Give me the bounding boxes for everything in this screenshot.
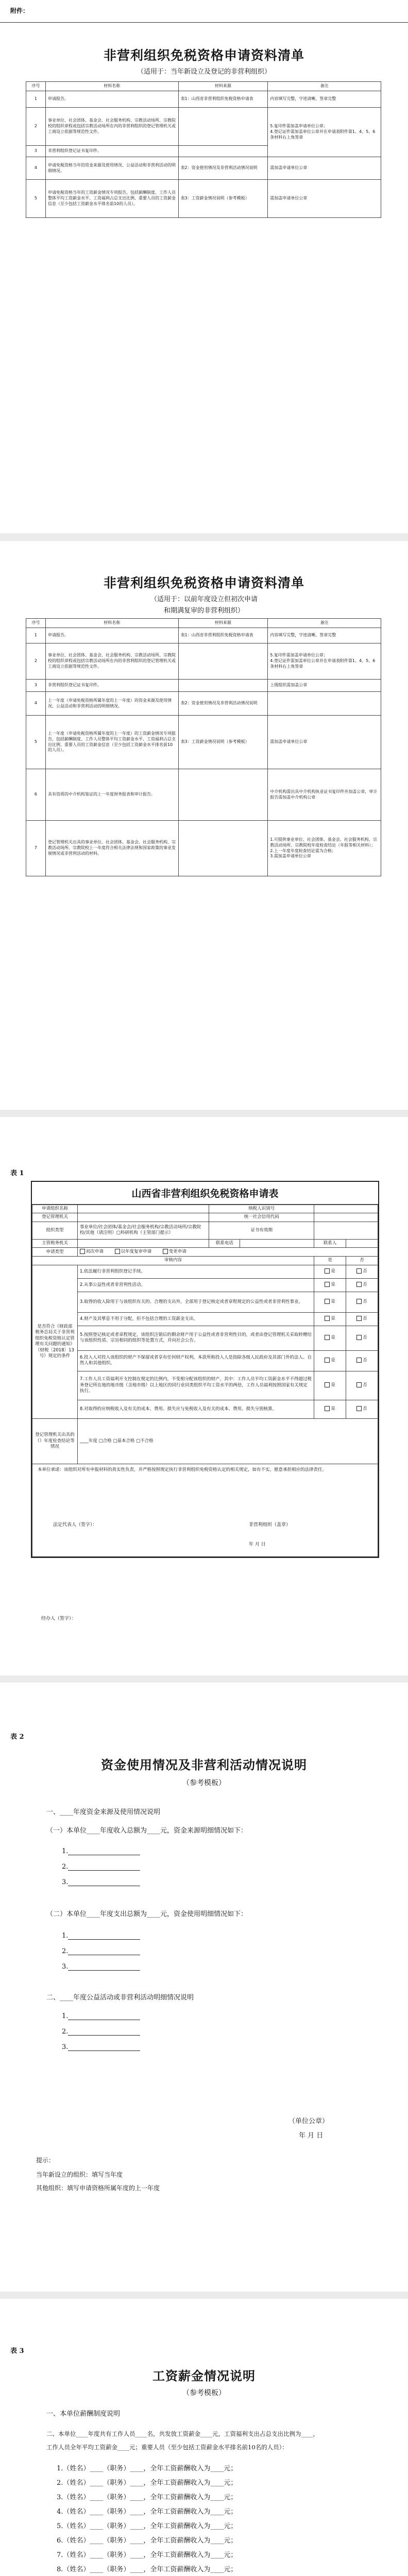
row-no: 1 — [26, 628, 46, 643]
criteria-label: 是否符合《财政部 税务总局关于非营利组织免税资格认定管理有关问题的通知》（财税〔2018〕13号）规定的条件 — [32, 1265, 78, 1418]
row-source — [178, 108, 268, 146]
person-line: 4.（姓名）____（职务）____，全年工资薪酬收入为____元； — [57, 2508, 237, 2516]
row-name: 上一年度（申请免税资格所属年度的上一年度）的资金来源及使用情况、公益活动和非营利活动的明细情况。 — [45, 692, 178, 716]
page-3 — [0, 1117, 408, 1675]
phone-label: 联系电话 — [209, 1239, 240, 1247]
yes-cell[interactable] — [314, 1350, 346, 1371]
row-name: 事业单位、社会团体、基金会、社会服务机构、宗教活动场所、宗教院校的组织章程或包括宗教活动场所在内的非营利组织的登记管理机关或工商设立依据等规范性文件。 — [45, 108, 178, 146]
row-note: 1.可提供事业单位、社会团体、基金会、社会服务机构、宗教活动场所、宗教院校年度检查结论（年报等相关材料）； 2.上一年度年度检查结论需为合格； 3.需加盖申请单位公章 — [268, 821, 381, 876]
table-label: 表 3 — [10, 2347, 24, 2355]
list-item — [62, 1963, 140, 1971]
yes-cell[interactable] — [314, 1312, 346, 1326]
table-row — [26, 628, 381, 643]
row-note: 需加盖申请单位公章 — [268, 180, 381, 218]
blank-line[interactable] — [68, 1932, 140, 1940]
declaration-cell — [32, 1464, 378, 1556]
row-source — [178, 643, 268, 680]
row-source — [178, 680, 268, 692]
yes-cell[interactable] — [314, 1326, 346, 1350]
row-name: 非营利组织登记证书复印件。 — [45, 680, 178, 692]
page-title: 非营利组织免税资格申请资料清单 — [103, 575, 304, 590]
section-2-line1: 二、本单位____年度共有工作人员____名，共发放工资薪金____元，工资福利支出占总支出比例为____， — [46, 2430, 319, 2437]
attachment-label: 附件： — [10, 7, 29, 14]
row-source — [178, 821, 268, 876]
page-4 — [0, 1683, 408, 2292]
checkbox[interactable] — [80, 1249, 85, 1254]
checkbox[interactable] — [356, 1316, 362, 1321]
reg-no-input[interactable] — [314, 1213, 378, 1222]
row-source: 表2：资金使用情况及非营利活动情况说明 — [178, 157, 268, 180]
criterion: 5.按照登记核定或者章程规定，该组织注销后的剩余财产用于公益性或者非营利性目的，或者由登记管理机关采取转赠给与该组织性质、宗旨相同的组织等处置方式，并向社会公告。 — [77, 1326, 314, 1350]
yes-option: 是 — [331, 1382, 335, 1388]
table-row — [26, 716, 381, 769]
no-cell[interactable] — [346, 1265, 378, 1278]
blank-line[interactable] — [68, 2012, 140, 2020]
checkbox[interactable] — [356, 1282, 362, 1287]
yes-cell[interactable] — [314, 1371, 346, 1400]
checkbox[interactable] — [163, 1249, 168, 1254]
person-line: 3.（姓名）____（职务）____，全年工资薪酬收入为____元； — [57, 2494, 237, 2501]
page-title: 非营利组织免税资格申请资料清单 — [103, 48, 304, 63]
criterion: 3.取得的收入除用于与该组织有关的、合理的支出外，全部用于登记核定或者章程规定的公益性或者非营利性事业。 — [77, 1292, 314, 1312]
row-no: 3 — [26, 146, 46, 157]
row-source: 表2：资金使用情况及非营利活动情况说明 — [178, 692, 268, 716]
seal-date: 年 月 日 — [299, 2132, 324, 2140]
no-option: 否 — [363, 1406, 367, 1412]
checkbox[interactable] — [115, 1249, 120, 1254]
no-cell[interactable] — [346, 1312, 378, 1326]
person-line: 7.（姓名）____（职务）____，全年工资薪酬收入为____元； — [57, 2551, 237, 2559]
yes-option: 是 — [331, 1316, 335, 1321]
header-note: 备注 — [268, 619, 381, 628]
taxpayer-id-input[interactable] — [314, 1205, 378, 1213]
row-name: 非营利组织登记证书复印件。 — [45, 146, 178, 157]
list-item — [62, 1932, 140, 1940]
row-no: 2 — [26, 643, 46, 680]
row-no: 5 — [26, 716, 46, 769]
income-line: （一）本单位____年度收入总额为____元，资金来源明细情况如下： — [46, 1827, 248, 1835]
yes-option: 是 — [331, 1358, 335, 1363]
checkbox[interactable] — [356, 1335, 362, 1340]
row-no: 6 — [26, 769, 46, 821]
no-cell[interactable] — [346, 1278, 378, 1292]
row-no: 7 — [26, 821, 46, 876]
section-1: 一、____年度资金来源及使用情况说明 — [46, 1808, 161, 1816]
annual-value: ____年度 □合格 □基本合格 □不合格 — [77, 1418, 378, 1464]
phone-input[interactable] — [240, 1239, 314, 1247]
list-number: 2. — [62, 2028, 69, 2036]
row-source: 表1：山西省非营利组织免税资格申请表 — [178, 91, 268, 108]
checkbox[interactable] — [325, 1382, 330, 1387]
blank-line[interactable] — [68, 1848, 140, 1855]
person-line: 8.（姓名）____（职务）____，全年工资薪酬收入为____元； — [57, 2566, 237, 2573]
list-number: 2. — [62, 1947, 69, 1955]
taxpayer-id-label: 纳税人识别号 — [209, 1205, 314, 1213]
row-name: 申请免税资格当年的工资薪金情况专项报告，包括薪酬制度、工作人员整体平均工资薪金水平、工资福利占总支出比例、重要人员的工资薪金信息（至少包括工资薪金水平排名前10的人员）。 — [45, 180, 178, 218]
reg-category-input[interactable] — [77, 1213, 209, 1222]
criterion: 2.从事公益性或者非营利性活动。 — [77, 1278, 314, 1292]
blank-line[interactable] — [68, 2043, 140, 2051]
row-no: 4 — [26, 692, 46, 716]
declaration-text: 本单位承诺：该组织对所有申报材料的真实性负责，并严格按照规定执行非营利组织免税资格认定的相关规定，如有不实，愿意承担相应的法律责任。 — [38, 1467, 327, 1472]
row-note: 5.复印件需加盖申请单位公章； 4.登记证件需加盖单位公章并在申请表附件第1、4、5、6条材料右上角签章 — [268, 643, 381, 680]
cert-label: 证书有效期 — [209, 1222, 314, 1239]
yes-option: 是 — [331, 1299, 335, 1304]
row-no: 2 — [26, 108, 46, 146]
page-5 — [0, 2299, 408, 2576]
legal-rep-label: 法定代表人（签字）： — [53, 1522, 97, 1528]
table-label: 表 1 — [10, 1170, 24, 1177]
unit-seal: （单位公章） — [288, 2117, 329, 2125]
list-item — [62, 2028, 140, 2036]
header-source: 材料来源 — [178, 82, 268, 91]
apply-type-label: 申请类型 — [32, 1248, 78, 1257]
row-note: 需加盖申请单位公章 — [268, 716, 381, 769]
table-row — [26, 821, 381, 876]
page-1 — [0, 0, 408, 533]
blank-line[interactable] — [68, 1878, 140, 1886]
row-note: 上级组织需加盖公章 — [268, 680, 381, 692]
section-1: 一、本单位薪酬制度说明 — [46, 2410, 121, 2418]
note-line: 其他组织：填写申请资格所属年度的上一年度 — [36, 2184, 160, 2192]
table-header — [26, 619, 381, 628]
form-date: 年 月 日 — [249, 1541, 266, 1547]
yes-cell[interactable] — [314, 1278, 346, 1292]
reg-category-label: 登记管理机关 — [32, 1213, 78, 1222]
check-header: 审核内容 — [32, 1257, 314, 1265]
apply-type-option: 以年度复审申请 — [121, 1249, 152, 1255]
list-number: 3. — [62, 1963, 69, 1971]
table-row — [26, 180, 381, 218]
header-no: 序号 — [26, 82, 46, 91]
row-note: 5.复印件需加盖申请单位公章； 4.登记证件需加盖单位公章并在申请表附件第1、4、5、6条材料右上角签章 — [268, 108, 381, 157]
row-note: 内容填写完整，字迹清晰，签章完整 — [268, 628, 381, 643]
table-row — [26, 108, 381, 146]
list-number: 2. — [62, 1863, 69, 1871]
blank-line[interactable] — [68, 1863, 140, 1871]
header-name: 材料名称 — [45, 82, 178, 91]
header-name: 材料名称 — [45, 619, 178, 628]
annual-label: 登记管理机关出具的（）年度检查结论等情况 — [32, 1418, 78, 1464]
header-note: 备注 — [268, 82, 381, 91]
row-name: 登记管理机关出具的事业单位、社会团体、基金会、社会服务机构、宗教活动场所、宗教院校上一年度符合相关法律法规和国家政策的事业发展情况或非营利活动的材料。 — [45, 821, 178, 876]
page-2 — [0, 541, 408, 1110]
checkbox[interactable] — [356, 1406, 362, 1411]
apply-type-option: 变更申请 — [168, 1249, 186, 1255]
contact-label: 主管税务机关 — [32, 1239, 78, 1247]
no-header: 否 — [346, 1257, 378, 1265]
row-note: 内容填写完整，字迹清晰，签章完整 — [268, 91, 381, 108]
row-source: 表3：工资薪金情况说明（参考模板） — [178, 180, 268, 218]
row-note: 需加盖申请单位公章 — [268, 157, 381, 180]
form-title: 山西省非营利组织免税资格申请表 — [32, 1182, 378, 1205]
handler-label: 经办人（签字）： — [41, 1616, 76, 1621]
apply-type-option: 初次申请 — [86, 1249, 104, 1255]
checkbox[interactable] — [356, 1268, 362, 1274]
row-name: 申请报告。 — [45, 91, 178, 108]
row-name: 具有资质的中介机构鉴证的上一年度财务报表和审计报告。 — [45, 769, 178, 821]
person-label: 联系人 — [314, 1239, 346, 1247]
table-row — [26, 643, 381, 680]
list-item — [62, 1878, 140, 1886]
page-subtitle: （适用于：当年新设立及登记的非营利组织） — [137, 68, 271, 76]
page-title: 资金使用情况及非营利活动情况说明 — [101, 1757, 307, 1772]
table-row — [26, 157, 381, 180]
notes-title: 提示： — [36, 2157, 55, 2164]
yes-option: 是 — [331, 1282, 335, 1287]
criterion: 7.工作人员工资福利开支控制在规定的比例内，不变相分配该组织的财产，其中：工作人员平均工资薪金水平不得超过税务登记所在地的地市级（含地市级）以上地区的同行业同类组织平均工资水平的两倍，工作人员福利按照国家有关规定执行。 — [77, 1371, 314, 1400]
header-source: 材料来源 — [178, 619, 268, 628]
list-item — [62, 1848, 140, 1855]
person-line: 2.（姓名）____（职务）____，全年工资薪酬收入为____元； — [57, 2479, 237, 2487]
checkbox[interactable] — [325, 1299, 330, 1304]
no-option: 否 — [363, 1268, 367, 1274]
page-subtitle-line1: （适用于：以前年度设立但初次申请 — [150, 596, 258, 603]
table-row — [26, 692, 381, 716]
criterion: 1.依法履行非营利组织登记手续。 — [77, 1265, 314, 1278]
list-item — [62, 2012, 140, 2020]
table-row — [26, 680, 381, 692]
application-table — [32, 1205, 378, 1557]
row-name: 申请报告。 — [45, 628, 178, 643]
checkbox[interactable] — [356, 1358, 362, 1363]
row-no: 3 — [26, 680, 46, 692]
contact-input[interactable] — [77, 1239, 209, 1247]
divider — [0, 22, 408, 23]
row-source — [178, 146, 268, 157]
list-number: 1. — [62, 1932, 69, 1940]
person-input[interactable] — [346, 1239, 378, 1247]
no-cell[interactable] — [346, 1371, 378, 1400]
apply-type-options — [77, 1248, 378, 1257]
no-option: 否 — [363, 1358, 367, 1363]
table-header — [26, 82, 381, 91]
checkbox[interactable] — [325, 1335, 330, 1340]
page-title: 工资薪金情况说明 — [152, 2368, 256, 2383]
org-type-label: 组织类型 — [32, 1222, 78, 1239]
person-line: 6.（姓名）____（职务）____，全年工资薪酬收入为____元； — [57, 2537, 237, 2545]
row-name: 事业单位、社会团体、基金会、社会服务机构、宗教活动场所、宗教院校的组织章程或包括宗教活动场所在内的非营利组织的登记管理机关或工商设立依据等规范性文件。 — [45, 643, 178, 680]
no-option: 否 — [363, 1382, 367, 1388]
no-cell[interactable] — [346, 1292, 378, 1312]
row-source: 表3：工资薪金情况说明（参考模板） — [178, 716, 268, 769]
blank-line[interactable] — [68, 2028, 140, 2036]
org-type-value: 事业单位/社会团体/基金会/社会服务机构/宗教活动场所/宗教院校/其他（请注明）□科研机构（主管部门提示） — [77, 1222, 209, 1239]
no-option: 否 — [363, 1335, 367, 1341]
yes-header: 是 — [314, 1257, 346, 1265]
page-subtitle-line2: 和期满复审的非营利组织） — [163, 607, 244, 615]
row-name: 申请免税资格当年的资金来源及使用情况、公益活动和非营利活动的明细情况。 — [45, 157, 178, 180]
checkbox[interactable] — [325, 1316, 330, 1321]
criterion: 8.对取得的应纳税收入及有关的成本、费用、损失应与免税收入及有关的成本、费用、损失分别核算。 — [77, 1400, 314, 1418]
materials-table — [26, 618, 381, 876]
row-source — [178, 769, 268, 821]
list-number: 1. — [62, 2012, 69, 2020]
page-subtitle: （参考模板） — [182, 2389, 226, 2397]
yes-option: 是 — [331, 1268, 335, 1274]
cert-input[interactable] — [314, 1222, 378, 1239]
materials-table — [26, 81, 381, 218]
blank-line[interactable] — [68, 1947, 140, 1955]
no-cell[interactable] — [346, 1350, 378, 1371]
row-no: 5 — [26, 180, 46, 218]
checkbox[interactable] — [356, 1299, 362, 1304]
list-number: 3. — [62, 2043, 69, 2051]
yes-cell[interactable] — [314, 1400, 346, 1418]
no-cell[interactable] — [346, 1400, 378, 1418]
yes-option: 是 — [331, 1335, 335, 1341]
reg-no-label: 统一社会信用代码 — [209, 1213, 314, 1222]
row-name: 上一年度（申请免税资格所属年度的上一年度）的工资薪金情况专项报告，包括薪酬制度、工作人员整体平均工资薪金水平、工资福利占总支出比例、重要人员的工资薪金信息（至少包括工资薪金水平排名前10的人员）。 — [45, 716, 178, 769]
list-number: 1. — [62, 1848, 69, 1855]
checkbox[interactable] — [325, 1282, 330, 1287]
table-row — [26, 91, 381, 108]
list-item — [62, 1947, 140, 1955]
section-2: 二、____年度公益活动或非营利活动明细情况说明 — [46, 1994, 194, 2002]
yes-option: 是 — [331, 1406, 335, 1412]
checkbox[interactable] — [325, 1406, 330, 1411]
row-note — [268, 692, 381, 716]
no-option: 否 — [363, 1282, 367, 1287]
table-row — [26, 769, 381, 821]
row-source: 表1：山西省非营利组织免税资格申请表 — [178, 628, 268, 643]
criterion: 4.财产及其孳息不用于分配，但不包括合理的工资薪金支出。 — [77, 1312, 314, 1326]
person-line: 1.（姓名）____（职务）____，全年工资薪酬收入为____元； — [57, 2465, 237, 2472]
row-no: 4 — [26, 157, 46, 180]
expense-line: （二）本单位____年度支出总额为____元，资金使用明细情况如下： — [46, 1910, 248, 1918]
yes-cell[interactable] — [314, 1292, 346, 1312]
applicant-input[interactable] — [77, 1205, 209, 1213]
list-item — [62, 1863, 140, 1871]
checkbox[interactable] — [356, 1382, 362, 1387]
list-item — [62, 2043, 140, 2051]
criterion: 6.投入人对投入该组织的财产不保留或者享有任何财产权利，本款所称投入人是指除各级人民政府及其部门外的法人、自然人和其他组织。 — [77, 1350, 314, 1371]
page-subtitle: （参考模板） — [182, 1779, 226, 1787]
checkbox[interactable] — [325, 1268, 330, 1274]
applicant-label: 申请组织名称 — [32, 1205, 78, 1213]
header-no: 序号 — [26, 619, 46, 628]
note-line: 当年新设立的组织：填写当年度 — [36, 2171, 123, 2178]
list-number: 3. — [62, 1878, 69, 1886]
section-2-line2: 工作人员全年平均工资薪金____元；重要人员（至少包括工资薪金水平排名前10名的人员）： — [46, 2444, 288, 2451]
org-seal-label: 非营利组织（盖章） — [249, 1522, 291, 1528]
row-no: 1 — [26, 91, 46, 108]
no-cell[interactable] — [346, 1326, 378, 1350]
person-line: 5.（姓名）____（职务）____，全年工资薪酬收入为____元； — [57, 2522, 237, 2530]
checkbox[interactable] — [325, 1358, 330, 1363]
row-note: 中介机构需出具中介机构执业证书复印件并加盖公章，审计报告需加盖中介机构公章 — [268, 769, 381, 821]
yes-cell[interactable] — [314, 1265, 346, 1278]
blank-line[interactable] — [68, 1963, 140, 1971]
no-option: 否 — [363, 1299, 367, 1304]
application-form — [31, 1181, 379, 1558]
table-label: 表 2 — [10, 1733, 24, 1741]
no-option: 否 — [363, 1316, 367, 1321]
